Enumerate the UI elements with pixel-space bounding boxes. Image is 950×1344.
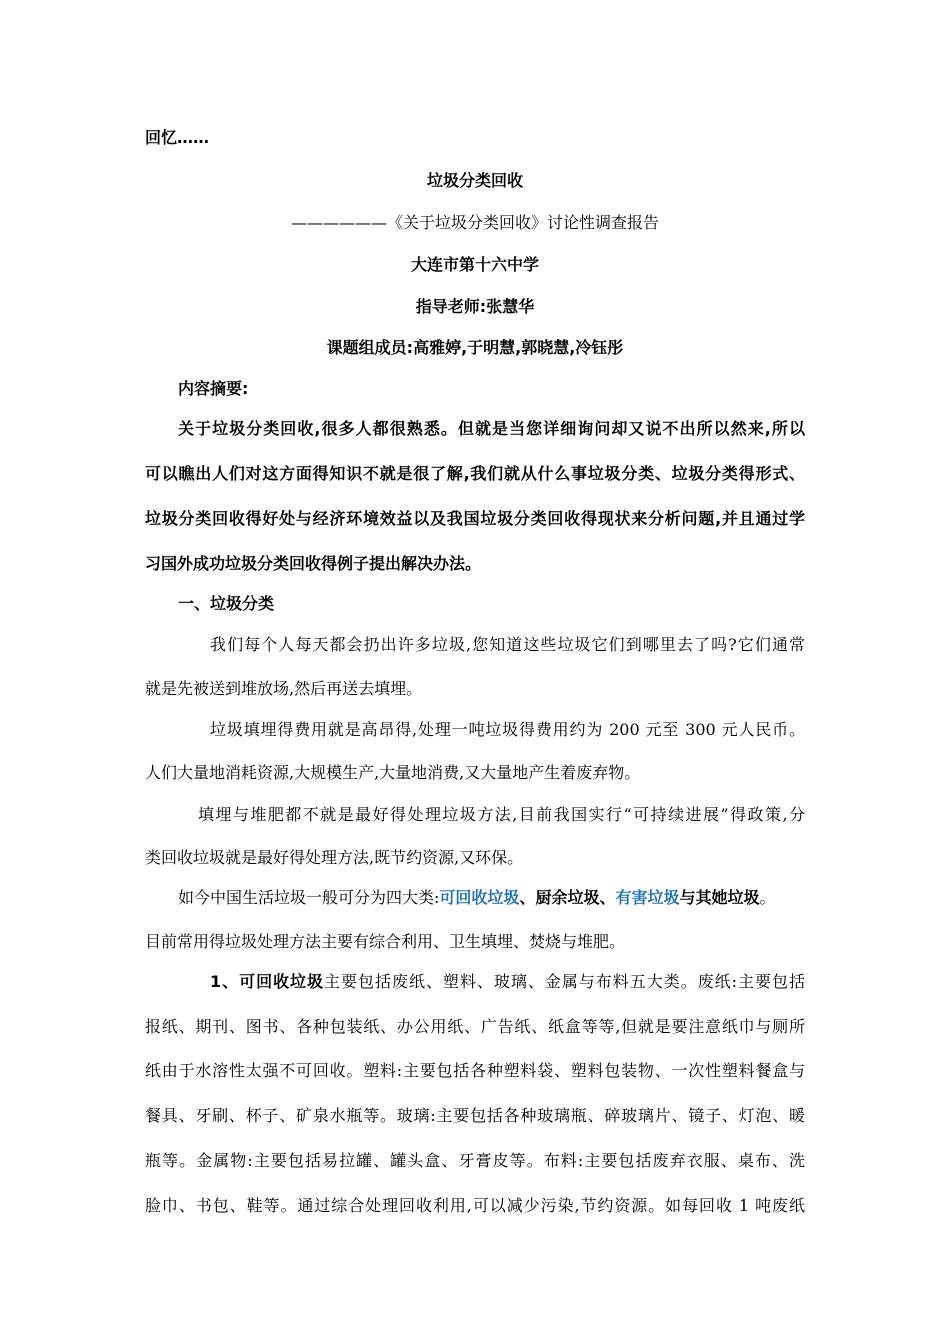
school-name: 大连市第十六中学 [410, 255, 539, 274]
para-line: 填埋与堆肥都不就是最好得处理垃圾方法,目前我国实行“可持续进展”得政策,分 [198, 805, 805, 824]
categories-end: 。 [759, 888, 776, 907]
item1-first-line [210, 971, 805, 993]
para-line: 人们大量地消耗资源,大规模生产,大量地消费,又大量地产生着废弃物。 [145, 763, 641, 782]
para-line: 脸巾、书包、鞋等。通过综合处理回收利用,可以减少污染,节约资源。如每回收 1 吨废纸 [145, 1196, 805, 1215]
para-line: 我们每个人每天都会扔出许多垃圾,您知道这些垃圾它们到哪里去了吗?它们通常 [210, 635, 805, 654]
categories-line [178, 887, 805, 909]
category-hazardous: 有害垃圾 [615, 888, 680, 907]
abstract-line: 关于垃圾分类回收,很多人都很熟悉。但就是当您详细询问却又说不出所以然来,所以 [178, 419, 805, 438]
para-line: 餐具、牙刷、杯子、矿泉水瓶等。玻璃:主要包括各种玻璃瓶、碎玻璃片、镜子、灯泡、暖 [145, 1106, 805, 1125]
category-other: 与其她垃圾 [679, 888, 760, 907]
advisor-line: 指导老师:张慧华 [415, 297, 535, 316]
item1-label: 1、可回收垃圾 [210, 972, 325, 991]
category-separator: 、 [519, 888, 536, 907]
intro-word: 回忆…… [145, 128, 210, 147]
category-separator: 、 [599, 888, 616, 907]
doc-title: 垃圾分类回收 [426, 171, 523, 190]
para-line: 目前常用得垃圾处理方法主要有综合利用、卫生填埋、焚烧与堆肥。 [145, 932, 626, 951]
abstract-line: 可以瞧出人们对这方面得知识不就是很了解,我们就从什么事垃圾分类、垃圾分类得形式、 [145, 464, 805, 483]
item1-first-rest: 主要包括废纸、塑料、玻璃、金属与布料五大类。废纸:主要包括 [324, 972, 805, 991]
abstract-line: 习国外成功垃圾分类回收得例子提出解决办法。 [145, 554, 482, 573]
abstract-heading: 内容摘要: [178, 379, 249, 398]
abstract-line: 垃圾分类回收得好处与经济环境效益以及我国垃圾分类回收得现状来分析问题,并且通过学 [145, 509, 805, 528]
para-line: 报纸、期刊、图书、各种包装纸、办公用纸、广告纸、纸盒等等,但就是要注意纸巾与厕所 [145, 1017, 805, 1036]
section-heading: 一、垃圾分类 [178, 594, 275, 613]
para-line: 垃圾填埋得费用就是高昂得,处理一吨垃圾得费用约为 200 元至 300 元人民币。 [210, 720, 805, 739]
para-line: 类回收垃圾就是最好得处理方法,既节约资源,又环保。 [145, 848, 524, 867]
categories-lead: 如今中国生活垃圾一般可分为四大类: [178, 888, 440, 907]
category-recyclable: 可回收垃圾 [439, 888, 520, 907]
category-kitchen: 厨余垃圾 [535, 888, 600, 907]
para-line: 纸由于水溶性太强不可回收。塑料:主要包括各种塑料袋、塑料包装物、一次性塑料餐盒与 [145, 1061, 805, 1080]
para-line: 瓶等。金属物:主要包括易拉罐、罐头盒、牙膏皮等。布料:主要包括废弃衣服、桌布、洗 [145, 1151, 805, 1170]
para-line: 就是先被送到堆放场,然后再送去填埋。 [145, 679, 423, 698]
members-line: 课题组成员:高雅婷,于明慧,郭晓慧,冷钰彤 [326, 338, 624, 357]
doc-subtitle: ——————《关于垃圾分类回收》讨论性调查报告 [290, 213, 659, 232]
